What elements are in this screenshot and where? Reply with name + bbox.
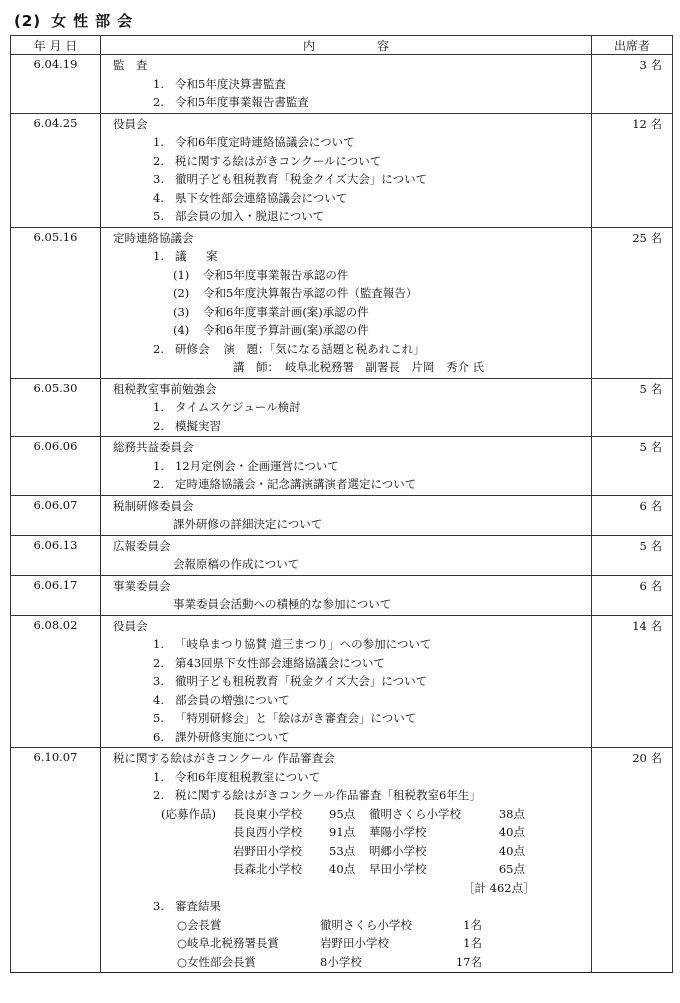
entry-title: 監 査	[113, 58, 148, 72]
list-item: 2. 定時連絡協議会・記念講演講演者選定について	[153, 477, 417, 491]
list-item: 5. 「特別研修会」と「絵はがき審査会」について	[153, 711, 417, 725]
entry-title: 税制研修委員会	[113, 498, 194, 513]
header-attendance: 出席者	[592, 36, 673, 55]
school-row: 長良西小学校 91点 華陽小学校 40点	[233, 825, 525, 839]
list-item: (4) 令和6年度予算計画(案)承認の件	[173, 323, 369, 337]
entry-content	[101, 437, 592, 496]
list-item: 1. 令和5年度決算書監査	[153, 76, 286, 91]
result-row: ○女性部会長賞 8小学校 17名	[177, 954, 482, 969]
entry-content	[101, 535, 592, 575]
list-item: 1. 令和6年度租税教室について	[153, 769, 321, 784]
entry-title: 総務共益委員会	[113, 440, 194, 454]
list-item: 2. 税に関する絵はがきコンクールについて	[153, 153, 382, 168]
entry-title: 租税教室事前勉強会	[113, 381, 217, 396]
entry-content	[101, 748, 592, 973]
school-row: (応募作品) 長良東小学校 95点 徹明さくら小学校 38点	[161, 806, 525, 821]
list-item: 課外研修の詳細決定について	[173, 517, 323, 531]
total-points: ［計 462点］	[463, 880, 535, 895]
entry-date: 6.06.07	[11, 495, 101, 535]
entry-content	[101, 575, 592, 615]
entry-date: 6.04.19	[11, 55, 101, 114]
entry-attendance: 5 名	[592, 535, 673, 575]
table-row	[11, 575, 673, 615]
list-item: 4. 県下女性部会連絡協議会について	[153, 190, 348, 205]
list-item: 事業委員会活動への積極的な参加について	[173, 597, 392, 611]
entry-title: 税に関する絵はがきコンクール 作品審査会	[113, 751, 335, 765]
entry-date: 6.06.17	[11, 575, 101, 615]
list-item: 2. 模擬実習	[153, 418, 221, 433]
list-item: 1. 議 案	[153, 249, 222, 263]
entry-content	[101, 615, 592, 748]
list-item: 1. タイムスケジュール検討	[153, 400, 301, 414]
table-row	[11, 495, 673, 535]
entry-attendance: 5 名	[592, 378, 673, 437]
table-row	[11, 437, 673, 496]
list-item: 講 師： 岐阜北税務署 副署長 片岡 秀介 氏	[233, 360, 485, 374]
header-content: 内容	[101, 36, 592, 55]
list-item: 1. 令和6年度定時連絡協議会について	[153, 135, 355, 149]
table-row	[11, 615, 673, 748]
list-item: 1. 「岐阜まつり協賛 道三まつり」への参加について	[153, 637, 432, 651]
entry-title: 広報委員会	[113, 538, 171, 553]
result-row: ○会長賞 徹明さくら小学校 1名	[177, 917, 482, 932]
list-item: 3. 徹明子ども租税教育「税金クイズ大会」について	[153, 674, 428, 688]
list-item: (2) 令和5年度決算報告承認の件（監査報告）	[173, 286, 418, 300]
entry-content	[101, 55, 592, 114]
school-row: 岩野田小学校 53点 明郷小学校 40点	[233, 843, 525, 858]
list-item: 2. 研修会 演 題：「気になる話題と税あれこれ」	[153, 341, 425, 356]
entry-date: 6.05.30	[11, 378, 101, 437]
table-row	[11, 55, 673, 114]
entry-title: 事業委員会	[113, 578, 171, 593]
entry-attendance: 6 名	[592, 495, 673, 535]
list-item: 3. 審査結果	[153, 899, 221, 913]
entry-title: 役員会	[113, 618, 148, 633]
entry-date: 6.10.07	[11, 748, 101, 973]
header-date: 年 月 日	[11, 36, 101, 55]
table-row	[11, 378, 673, 437]
entry-content	[101, 378, 592, 437]
entry-date: 6.08.02	[11, 615, 101, 748]
list-item: 1. 12月定例会・企画運営について	[153, 458, 339, 473]
entry-date: 6.06.13	[11, 535, 101, 575]
entry-attendance: 20 名	[592, 748, 673, 973]
list-item: 2. 税に関する絵はがきコンクール作品審査「租税教室6年生」	[153, 788, 481, 802]
list-item: 2. 第43回県下女性部会連絡協議会について	[153, 655, 385, 670]
entry-title: 定時連絡協議会	[113, 230, 194, 245]
entry-attendance: 25 名	[592, 227, 673, 378]
entry-date: 6.05.16	[11, 227, 101, 378]
entry-attendance: 6 名	[592, 575, 673, 615]
list-item: (3) 令和6年度事業計画(案)承認の件	[173, 304, 369, 319]
entry-date: 6.06.06	[11, 437, 101, 496]
list-item: 5. 部会員の加入・脱退について	[153, 209, 325, 223]
entry-attendance: 3 名	[592, 55, 673, 114]
table-row	[11, 227, 673, 378]
school-row: 長森北小学校 40点 早田小学校 65点	[233, 862, 525, 876]
entry-attendance: 5 名	[592, 437, 673, 496]
entry-content	[101, 495, 592, 535]
entry-attendance: 12 名	[592, 113, 673, 227]
entry-attendance: 14 名	[592, 615, 673, 748]
result-row: ○岐阜北税務署長賞 岩野田小学校 1名	[177, 936, 482, 950]
entry-content	[101, 227, 592, 378]
entry-title: 役員会	[113, 116, 148, 131]
entry-content	[101, 113, 592, 227]
list-item: 2. 令和5年度事業報告書監査	[153, 95, 309, 109]
list-item: 4. 部会員の増強について	[153, 692, 290, 707]
section-title: (2) 女性部会	[14, 12, 140, 30]
table-row	[11, 748, 673, 973]
list-item: 会報原稿の作成について	[173, 557, 300, 571]
activity-table	[10, 35, 673, 973]
list-item: (1) 令和5年度事業報告承認の件	[173, 267, 349, 282]
list-item: 6. 課外研修実施について	[153, 729, 290, 744]
table-row	[11, 113, 673, 227]
table-row	[11, 535, 673, 575]
entry-date: 6.04.25	[11, 113, 101, 227]
list-item: 3. 徹明子ども租税教育「税金クイズ大会」について	[153, 172, 428, 186]
